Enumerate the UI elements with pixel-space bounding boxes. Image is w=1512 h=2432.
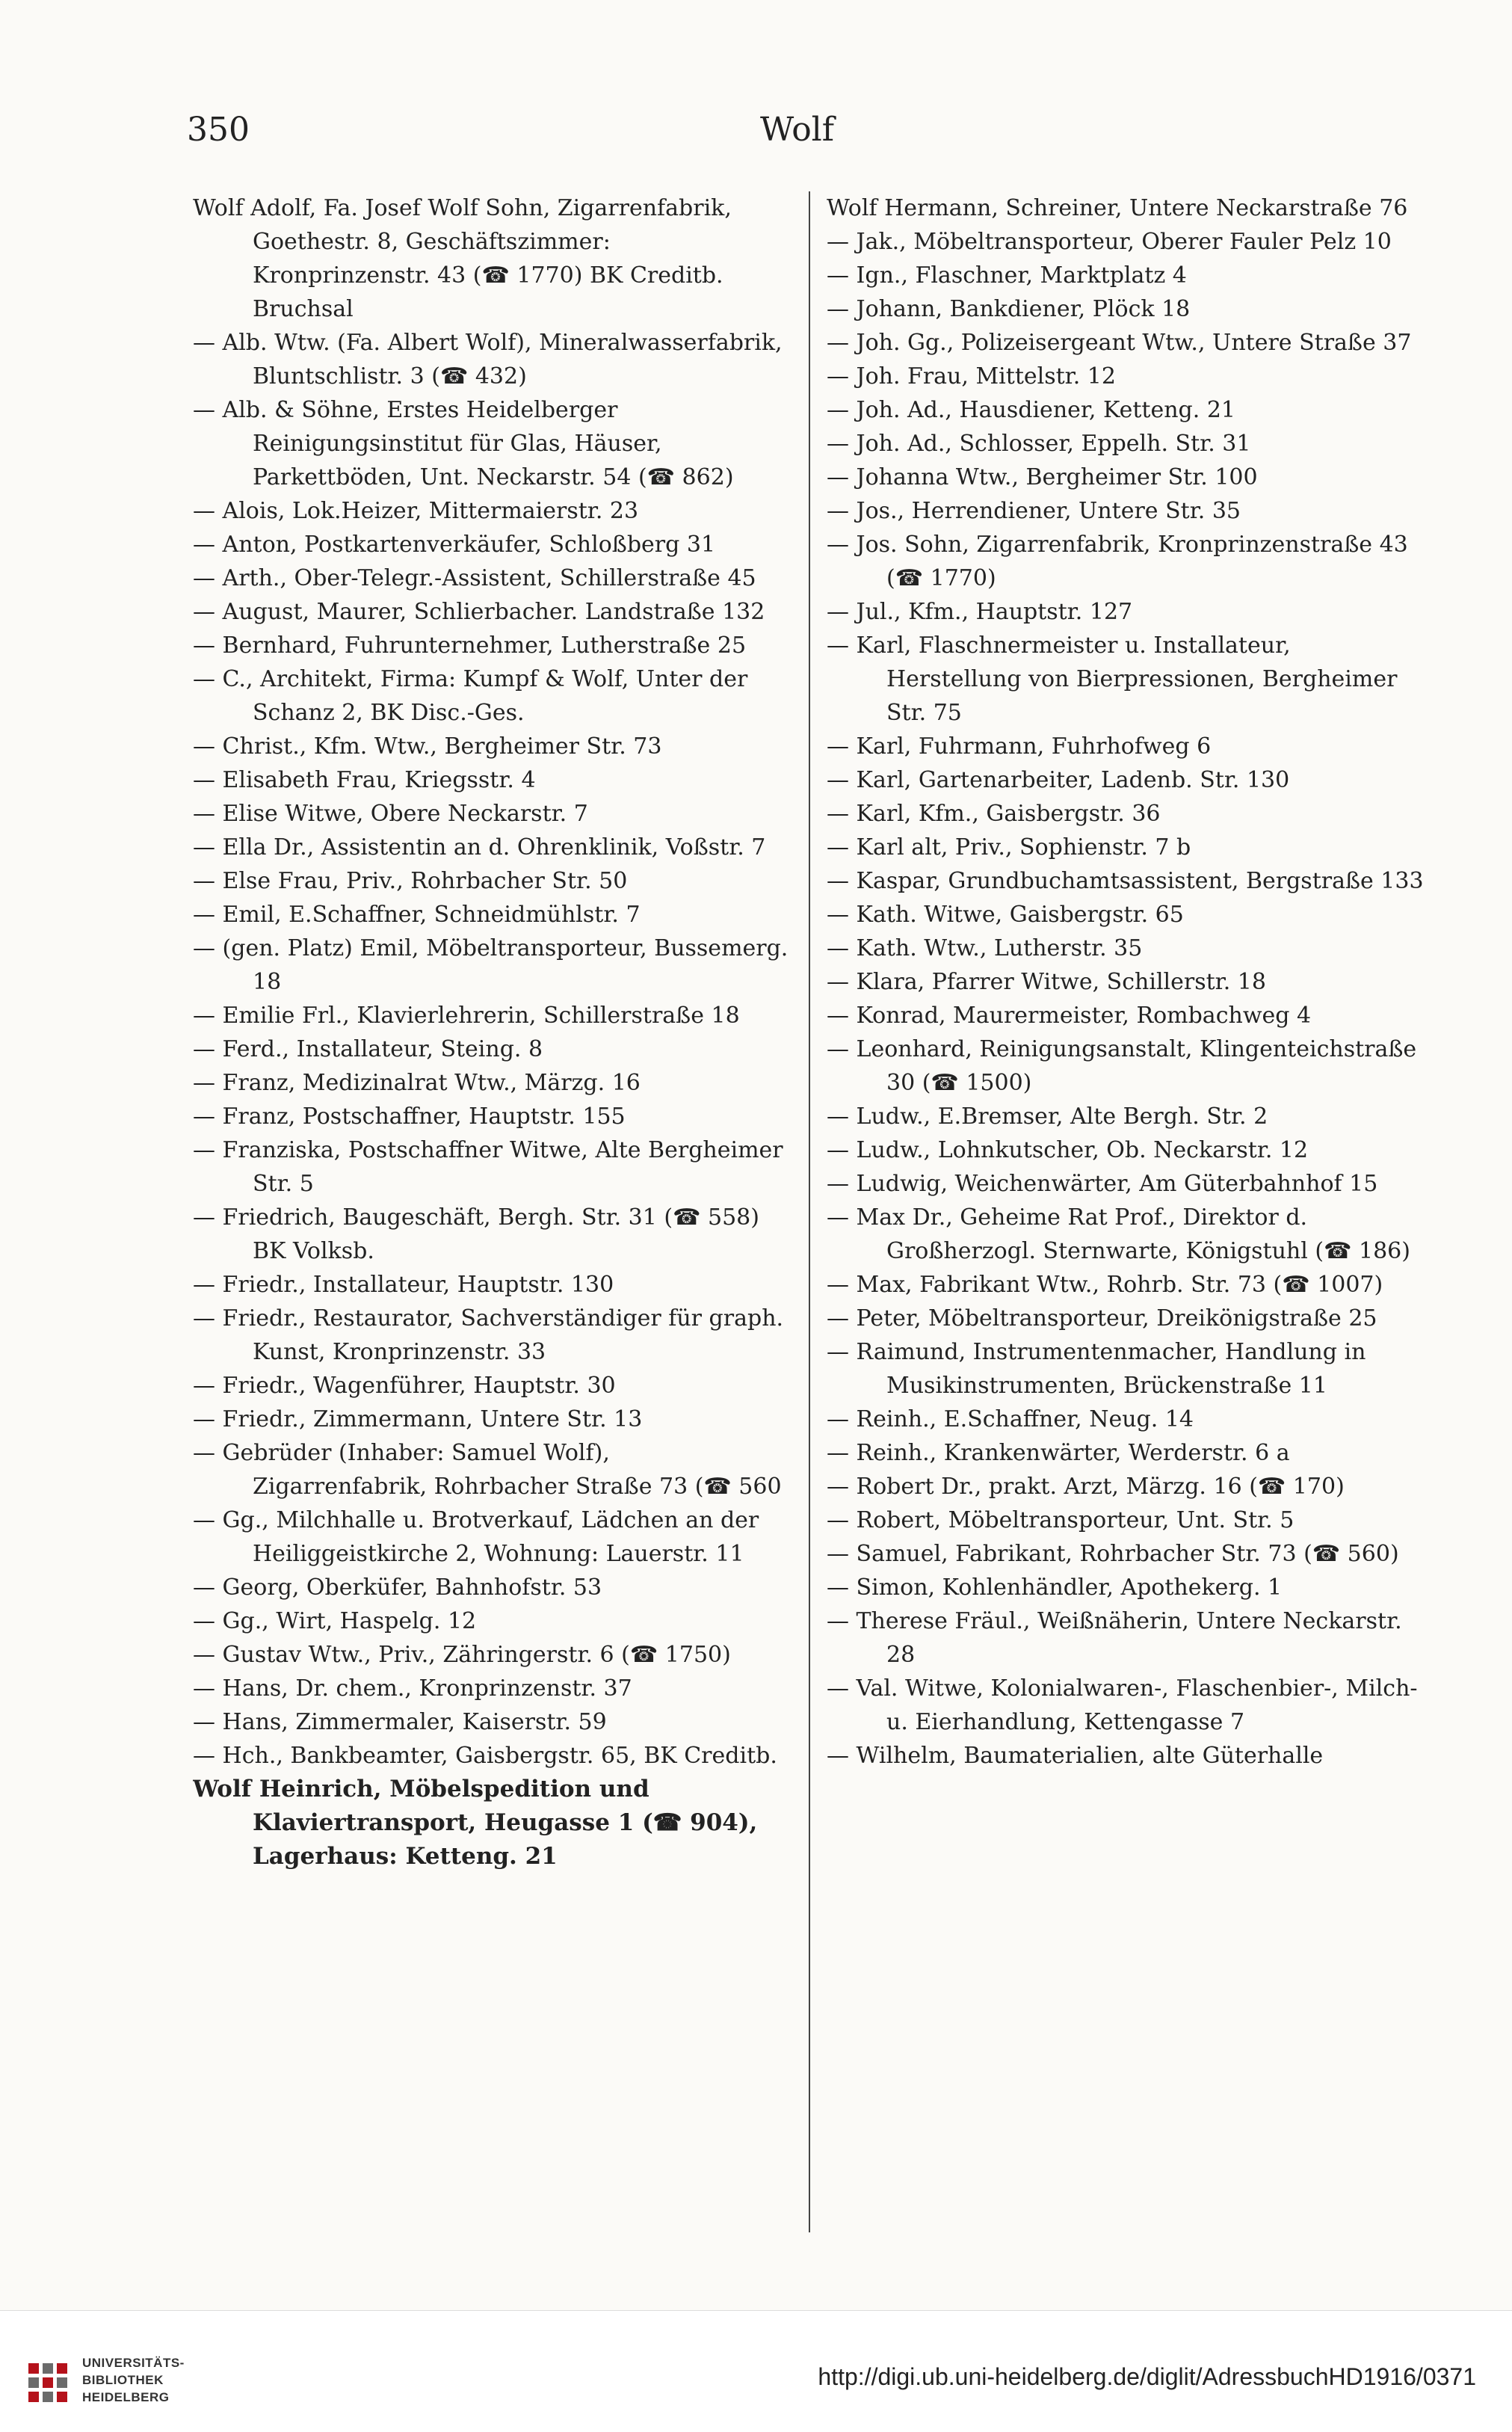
- directory-entry: — Elisabeth Frau, Kriegsstr. 4: [193, 767, 536, 793]
- directory-entry: — Klara, Pfarrer Witwe, Schillerstr. 18: [827, 969, 1266, 995]
- directory-entry: — Ludw., E.Bremser, Alte Bergh. Str. 2: [827, 1103, 1268, 1130]
- directory-entry: — Friedr., Zimmermann, Untere Str. 13: [193, 1406, 643, 1432]
- directory-entry: — Ludwig, Weichenwärter, Am Güterbahnhof 15: [827, 1171, 1378, 1197]
- directory-entry: — Friedr., Wagenführer, Hauptstr. 30: [193, 1373, 616, 1399]
- directory-entry: — Konrad, Maurermeister, Rombachweg 4: [827, 1003, 1312, 1029]
- directory-entry: — Franziska, Postschaffner Witwe, Alte Bergheimer Str. 5: [193, 1137, 783, 1197]
- running-head: Wolf: [759, 111, 835, 149]
- directory-entry: — Joh. Ad., Hausdiener, Ketteng. 21: [827, 397, 1236, 423]
- directory-entry: — Jul., Kfm., Hauptstr. 127: [827, 599, 1133, 625]
- directory-entry: — Wilhelm, Baumaterialien, alte Güterhalle: [827, 1743, 1324, 1769]
- directory-entry: — Karl, Flaschnermeister u. Installateur, Herstellung von Bierpressionen, Bergheimer Str. 75: [827, 632, 1398, 726]
- directory-entry: — Franz, Postschaffner, Hauptstr. 155: [193, 1103, 626, 1130]
- directory-entry: — Ludw., Lohnkutscher, Ob. Neckarstr. 12: [827, 1137, 1309, 1163]
- directory-entry: — Max, Fabrikant Wtw., Rohrb. Str. 73 (☎ 1007): [827, 1272, 1383, 1298]
- directory-entry: — Reinh., Krankenwärter, Werderstr. 6 a: [827, 1440, 1290, 1466]
- directory-entry: — Simon, Kohlenhändler, Apothekerg. 1: [827, 1574, 1283, 1601]
- directory-entry: — Elise Witwe, Obere Neckarstr. 7: [193, 801, 588, 827]
- directory-entry: — Alb. Wtw. (Fa. Albert Wolf), Mineralwasserfabrik, Bluntschlistr. 3 (☎ 432): [193, 330, 783, 390]
- directory-entry: — Kath. Witwe, Gaisbergstr. 65: [827, 902, 1184, 928]
- directory-entry: Wolf Heinrich, Möbelspedition und Klaviertransport, Heugasse 1 (☎ 904), Lagerhaus: Ketteng. 21: [193, 1776, 758, 1870]
- directory-entry: — Anton, Postkartenverkäufer, Schloßberg 31: [193, 532, 716, 558]
- library-name-line: UNIVERSITÄTS-: [82, 2356, 185, 2370]
- directory-entry: — Hans, Zimmermaler, Kaiserstr. 59: [193, 1709, 607, 1735]
- directory-entry: — Robert Dr., prakt. Arzt, Märzg. 16 (☎ 170): [827, 1474, 1345, 1500]
- directory-entry: — Else Frau, Priv., Rohrbacher Str. 50: [193, 868, 628, 894]
- library-name: [82, 2354, 185, 2406]
- directory-entry: — Karl, Gartenarbeiter, Ladenb. Str. 130: [827, 767, 1290, 793]
- directory-entry: — Gebrüder (Inhaber: Samuel Wolf), Zigarrenfabrik, Rohrbacher Straße 73 (☎ 560: [193, 1440, 782, 1500]
- directory-entry: — Max Dr., Geheime Rat Prof., Direktor d. Großherzogl. Sternwarte, Königstuhl (☎ 186): [827, 1204, 1410, 1264]
- directory-entry: — Bernhard, Fuhrunternehmer, Lutherstraße 25: [193, 632, 747, 659]
- directory-entry: — Karl, Fuhrmann, Fuhrhofweg 6: [827, 733, 1212, 760]
- directory-entry: — Reinh., E.Schaffner, Neug. 14: [827, 1406, 1194, 1432]
- directory-entry: — Leonhard, Reinigungsanstalt, Klingenteichstraße 30 (☎ 1500): [827, 1036, 1417, 1096]
- directory-entry: — Johanna Wtw., Bergheimer Str. 100: [827, 464, 1258, 490]
- directory-entry: — Joh. Frau, Mittelstr. 12: [827, 363, 1116, 390]
- library-name-line: BIBLIOTHEK: [82, 2373, 164, 2387]
- directory-entry: — Samuel, Fabrikant, Rohrbacher Str. 73 (☎ 560): [827, 1541, 1399, 1567]
- directory-entry: — Friedrich, Baugeschäft, Bergh. Str. 31 (☎ 558) BK Volksb.: [193, 1204, 759, 1264]
- column-divider: [809, 191, 810, 2232]
- directory-entry: — Karl, Kfm., Gaisbergstr. 36: [827, 801, 1161, 827]
- directory-entry: — Alb. & Söhne, Erstes Heidelberger Reinigungsinstitut für Glas, Häuser, Parkettböden, Unt. Neckarstr. 54 (☎ 862): [193, 397, 734, 490]
- directory-entry: — Arth., Ober-Telegr.-Assistent, Schillerstraße 45: [193, 565, 756, 591]
- directory-entry: — Joh. Gg., Polizeisergeant Wtw., Untere Straße 37: [827, 330, 1412, 356]
- directory-entry: — Robert, Möbeltransporteur, Unt. Str. 5: [827, 1507, 1295, 1533]
- directory-entry: — Gg., Wirt, Haspelg. 12: [193, 1608, 477, 1634]
- directory-entry: — Jos. Sohn, Zigarrenfabrik, Kronprinzenstraße 43 (☎ 1770): [827, 532, 1408, 591]
- directory-entry: — Joh. Ad., Schlosser, Eppelh. Str. 31: [827, 431, 1251, 457]
- directory-entry: — Raimund, Instrumentenmacher, Handlung in Musikinstrumenten, Brückenstraße 11: [827, 1339, 1366, 1399]
- directory-entry: — Franz, Medizinalrat Wtw., Märzg. 16: [193, 1070, 641, 1096]
- directory-entry: — Friedr., Installateur, Hauptstr. 130: [193, 1272, 614, 1298]
- directory-entry: — Christ., Kfm. Wtw., Bergheimer Str. 73: [193, 733, 662, 760]
- directory-entry: — Emil, E.Schaffner, Schneidmühlstr. 7: [193, 902, 641, 928]
- directory-entry: Wolf Hermann, Schreiner, Untere Neckarstraße 76: [827, 195, 1408, 221]
- directory-entry: — Hch., Bankbeamter, Gaisbergstr. 65, BK Creditb.: [193, 1743, 777, 1769]
- directory-entry: — Peter, Möbeltransporteur, Dreikönigstraße 25: [827, 1305, 1377, 1332]
- directory-entry: — Johann, Bankdiener, Plöck 18: [827, 296, 1191, 322]
- directory-entry: — Therese Fräul., Weißnäherin, Untere Neckarstr. 28: [827, 1608, 1402, 1668]
- directory-entry: — C., Architekt, Firma: Kumpf & Wolf, Unter der Schanz 2, BK Disc.-Ges.: [193, 666, 748, 726]
- directory-entry: — Alois, Lok.Heizer, Mittermaierstr. 23: [193, 498, 639, 524]
- directory-entry: — Georg, Oberküfer, Bahnhofstr. 53: [193, 1574, 602, 1601]
- directory-entry: — Karl alt, Priv., Sophienstr. 7 b: [827, 834, 1191, 861]
- directory-entry: — Kaspar, Grundbuchamtsassistent, Bergstraße 133: [827, 868, 1424, 894]
- directory-entry: — August, Maurer, Schlierbacher. Landstraße 132: [193, 599, 765, 625]
- directory-entry: — Gustav Wtw., Priv., Zähringerstr. 6 (☎ 1750): [193, 1642, 731, 1668]
- directory-entry: — Friedr., Restaurator, Sachverständiger für graph. Kunst, Kronprinzenstr. 33: [193, 1305, 784, 1365]
- directory-entry: — Ign., Flaschner, Marktplatz 4: [827, 262, 1187, 289]
- directory-entry: — Hans, Dr. chem., Kronprinzenstr. 37: [193, 1675, 632, 1702]
- directory-entry: — Jos., Herrendiener, Untere Str. 35: [827, 498, 1241, 524]
- directory-entry: — Gg., Milchhalle u. Brotverkauf, Lädchen an der Heiliggeistkirche 2, Wohnung: Lauerstr. 11: [193, 1507, 759, 1567]
- directory-entry: — Emilie Frl., Klavierlehrerin, Schillerstraße 18: [193, 1003, 740, 1029]
- directory-columns: [193, 191, 1434, 2232]
- library-name-line: HEIDELBERG: [82, 2390, 170, 2404]
- page-number: 350: [187, 111, 250, 149]
- directory-entry: — (gen. Platz) Emil, Möbeltransporteur, Bussemerg. 18: [193, 935, 789, 995]
- page-header: [187, 111, 1407, 156]
- directory-entry: — Ella Dr., Assistentin an d. Ohrenklinik, Voßstr. 7: [193, 834, 766, 861]
- viewer-footer: [0, 2310, 1512, 2432]
- directory-entry: — Kath. Wtw., Lutherstr. 35: [827, 935, 1143, 961]
- right-column: [827, 191, 1425, 2232]
- directory-entry: — Jak., Möbeltransporteur, Oberer Fauler Pelz 10: [827, 229, 1392, 255]
- directory-entry: Wolf Adolf, Fa. Josef Wolf Sohn, Zigarrenfabrik, Goethestr. 8, Geschäftszimmer: Kronprinzenstr. 43 (☎ 1770) BK Creditb. Bruchsal: [193, 195, 732, 322]
- directory-entry: — Val. Witwe, Kolonialwaren-, Flaschenbier-, Milch- u. Eierhandlung, Kettengasse 7: [827, 1675, 1418, 1735]
- university-library-logo-icon: [24, 2357, 72, 2405]
- left-column: [193, 191, 791, 2232]
- directory-entry: — Ferd., Installateur, Steing. 8: [193, 1036, 543, 1062]
- source-url-link[interactable]: http://digi.ub.uni-heidelberg.de/diglit/AdressbuchHD1916/0371: [818, 2363, 1476, 2390]
